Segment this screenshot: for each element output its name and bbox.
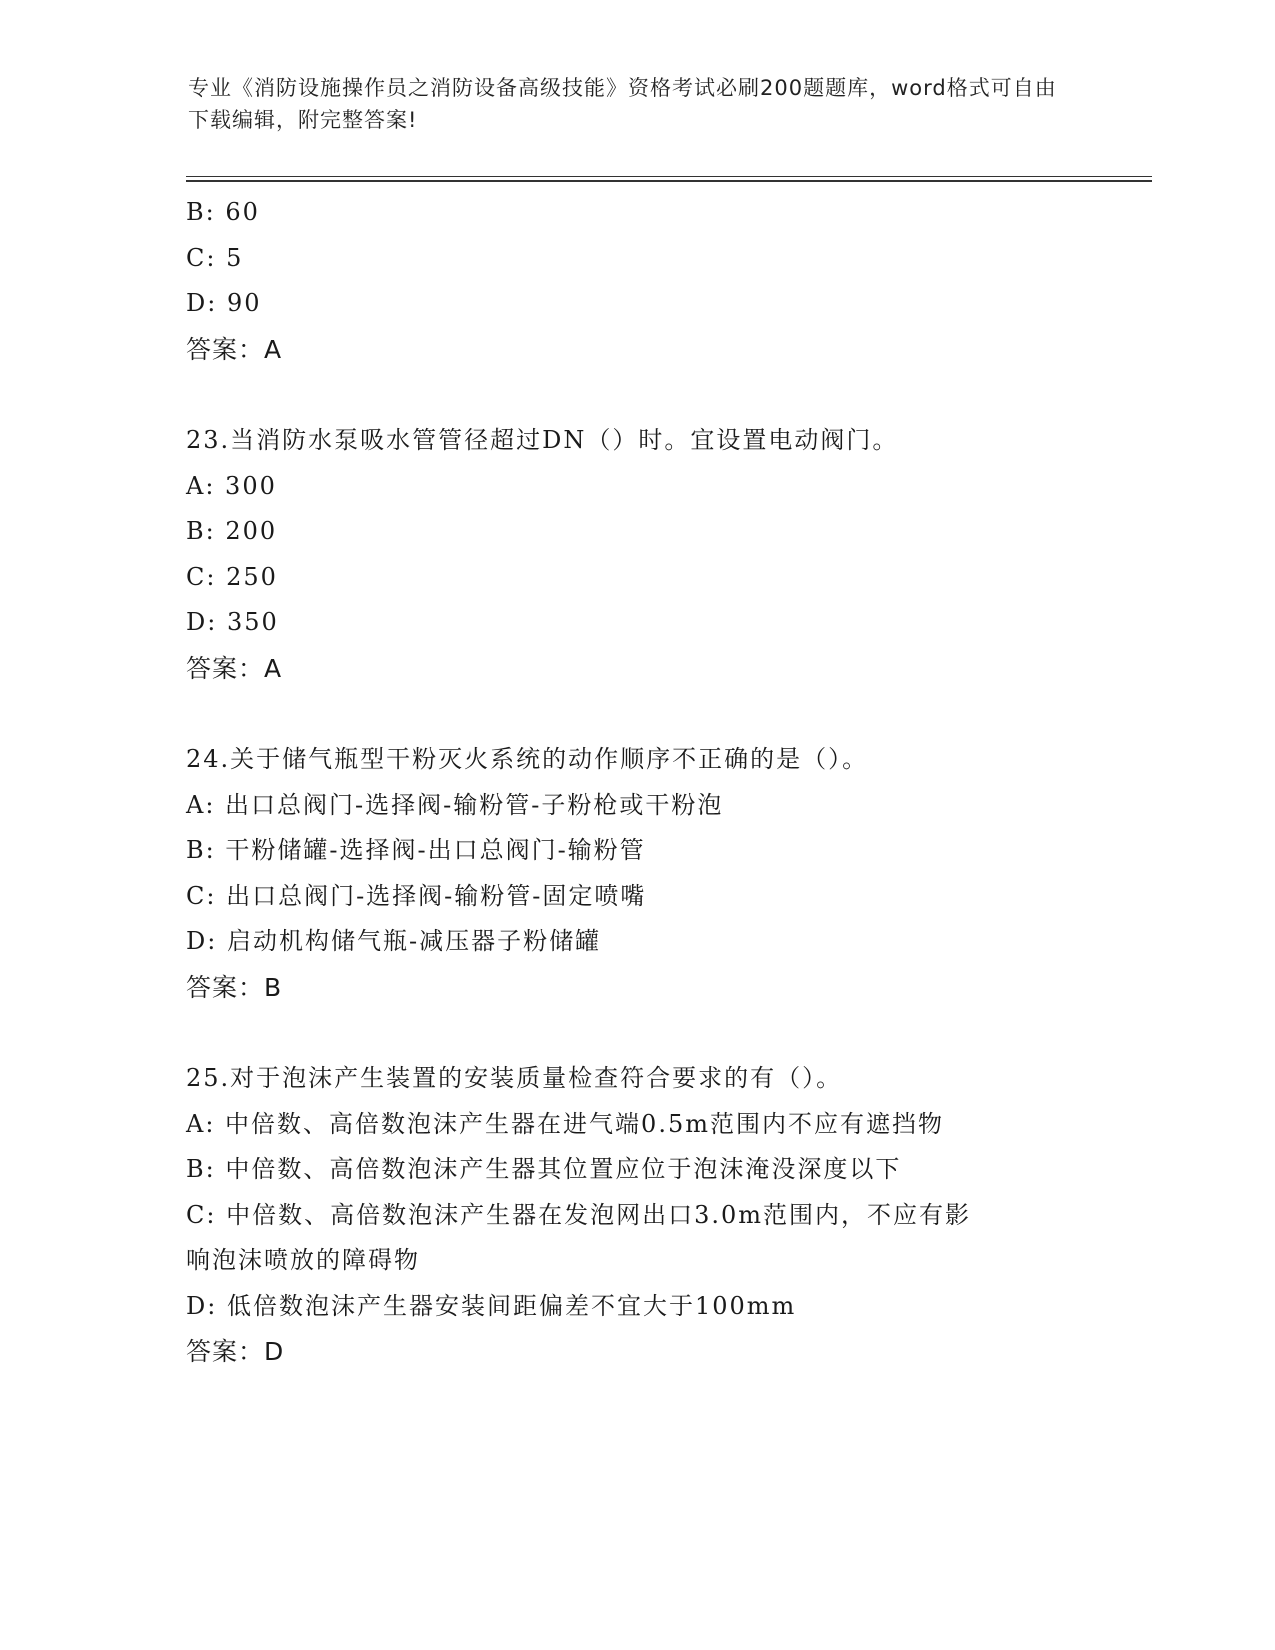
spacer (186, 372, 1086, 418)
spacer (186, 691, 1086, 737)
option-c: C: 5 (186, 243, 244, 272)
question-24 (186, 737, 1086, 1010)
option-d: D: 350 (186, 608, 279, 636)
spacer (186, 1010, 1086, 1056)
question-stem: 25.对于泡沫产生装置的安装质量检查符合要求的有（）。 (186, 1064, 843, 1092)
option-d: D: 启动机构储气瓶-减压器子粉储罐 (186, 927, 602, 955)
question-23 (186, 418, 1086, 691)
option-d: D: 低倍数泡沫产生器安装间距偏差不宜大于100mm (186, 1291, 797, 1320)
option-c: C: 中倍数、高倍数泡沫产生器在发泡网出口3.0m范围内，不应有影 (186, 1200, 972, 1229)
option-c: C: 出口总阀门-选择阀-输粉管-固定喷嘴 (186, 881, 647, 910)
answer-line: 答案：B (186, 972, 283, 1002)
option-b: B: 200 (186, 517, 278, 545)
question-list (186, 190, 1086, 1375)
question-stem: 23.当消防水泵吸水管管径超过DN（）时。宜设置电动阀门。 (186, 426, 899, 454)
option-c-continued: 响泡沫喷放的障碍物 (186, 1246, 420, 1274)
document-header: 专业《消防设施操作员之消防设备高级技能》资格考试必刷200题题库，word格式可自由下载编辑，附完整答案! (188, 76, 1057, 132)
option-b: B: 60 (186, 198, 260, 226)
option-d: D: 90 (186, 289, 262, 317)
answer-line: 答案：D (186, 1337, 285, 1366)
option-b: B: 中倍数、高倍数泡沫产生器其位置应位于泡沫淹没深度以下 (186, 1155, 902, 1183)
header-divider (186, 176, 1152, 182)
answer-line: 答案：A (186, 653, 283, 683)
question-stem: 24.关于储气瓶型干粉灭火系统的动作顺序不正确的是（）。 (186, 745, 869, 773)
option-a: A: 出口总阀门-选择阀-输粉管-子粉枪或干粉泡 (186, 790, 724, 819)
option-a: A: 300 (186, 471, 277, 500)
option-b: B: 干粉储罐-选择阀-出口总阀门-输粉管 (186, 836, 646, 864)
answer-line: 答案：A (186, 334, 283, 364)
option-c: C: 250 (186, 562, 278, 591)
option-a: A: 中倍数、高倍数泡沫产生器在进气端0.5m范围内不应有遮挡物 (186, 1109, 944, 1138)
question-25 (186, 1056, 1086, 1375)
question-22-continued (186, 190, 1086, 372)
